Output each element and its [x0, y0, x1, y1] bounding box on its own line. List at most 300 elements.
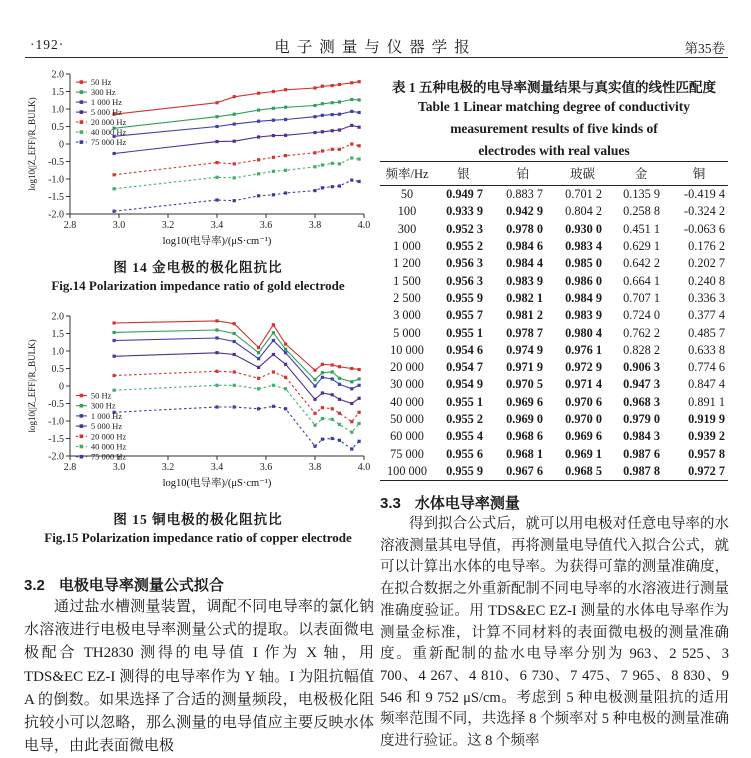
y-axis-label: log10(|Z_EFF|/R_BULK)	[27, 339, 37, 433]
series-marker	[350, 142, 353, 145]
table-cell-value: 0.969 6	[565, 429, 602, 444]
series-marker	[338, 148, 341, 151]
series-marker	[257, 135, 260, 138]
table-cell-frequency: 50 000	[390, 412, 424, 426]
table-cell-value: 0.986 0	[565, 273, 602, 288]
series-marker	[321, 102, 324, 105]
y-tick-label: 0	[59, 381, 64, 393]
y-tick-label: -1.0	[48, 416, 64, 428]
table-cell-value: 0.983 9	[506, 273, 543, 288]
legend-label: 20 000 Hz	[90, 117, 127, 128]
series-marker	[350, 420, 353, 423]
legend-marker	[80, 130, 84, 134]
table-cell-value: 0.919 9	[688, 412, 725, 426]
table-cell-frequency: 75 000	[390, 446, 424, 461]
y-tick-label: -2.0	[48, 209, 64, 221]
table-row	[380, 272, 728, 289]
series-marker	[350, 431, 353, 434]
table-cell-value: 0.701 2	[565, 187, 602, 202]
series-marker	[331, 363, 334, 366]
legend-marker	[80, 445, 84, 449]
table-cell-value: 0.952 3	[446, 221, 483, 236]
series-marker	[358, 126, 361, 129]
series-marker	[358, 368, 361, 371]
series-marker	[233, 140, 236, 143]
table-cell-value: 0.987 8	[623, 463, 660, 478]
series-marker	[215, 336, 218, 339]
series-marker	[358, 384, 361, 387]
legend-marker	[80, 110, 84, 114]
table-cell-value: 0.956 3	[446, 256, 483, 271]
legend-label: 50 Hz	[90, 77, 112, 88]
y-tick-label: -2.0	[48, 451, 64, 463]
section-3-2-title: 电极电导率测量公式拟合	[58, 577, 224, 594]
series-marker	[331, 377, 334, 380]
series-marker	[338, 365, 341, 368]
table-row	[380, 394, 728, 411]
y-tick-label: 1.5	[51, 329, 64, 340]
series-marker	[338, 377, 341, 380]
series-marker	[272, 405, 275, 408]
series-marker	[233, 370, 236, 373]
series-marker	[284, 118, 287, 121]
table-cell-value: 0.451 1	[623, 221, 660, 236]
table-cell-value: 0.883 7	[506, 187, 543, 202]
series-marker	[257, 109, 260, 112]
series-marker	[215, 101, 218, 104]
table-cell-value: 0.985 0	[565, 256, 602, 271]
table-row	[380, 203, 728, 220]
series-marker	[284, 363, 287, 366]
series-marker	[113, 321, 116, 324]
series-marker	[321, 114, 324, 117]
series-marker	[272, 156, 275, 159]
table-row	[380, 411, 728, 428]
table-cell-value: 0.956 3	[446, 273, 483, 288]
y-tick-label: -1.5	[48, 192, 64, 203]
table-cell-value: 0.642 2	[623, 256, 660, 271]
series-marker	[257, 158, 260, 161]
series-marker	[284, 342, 287, 345]
legend-label: 75 000 Hz	[90, 451, 127, 462]
legend-label: 75 000 Hz	[90, 137, 127, 148]
table-cell-value: -0.419 4	[684, 187, 725, 202]
table-cell-value: 0.724 0	[623, 308, 660, 323]
table-cell-value: 0.135 9	[623, 187, 660, 202]
series-marker	[233, 384, 236, 387]
series-marker	[233, 405, 236, 408]
table-cell-value: 0.891 1	[688, 394, 725, 409]
table-cell-value: 0.984 9	[565, 290, 602, 305]
x-tick-label: 4.0	[357, 462, 371, 473]
legend-marker	[80, 424, 84, 428]
series-marker	[358, 422, 361, 425]
legend-marker	[80, 414, 84, 418]
series-marker	[257, 92, 260, 95]
series-marker	[331, 148, 334, 151]
x-tick-label: 2.8	[63, 462, 77, 473]
series-marker	[313, 115, 316, 118]
legend-marker	[80, 80, 84, 84]
table-cell-frequency: 5 000	[393, 325, 421, 340]
legend-marker	[80, 140, 84, 144]
x-tick-label: 3.2	[161, 220, 175, 231]
series-marker	[350, 402, 353, 405]
table-cell-value: 0.972 7	[688, 463, 725, 478]
table-cell-value: 0.984 6	[506, 239, 543, 254]
table-cell-value: -0.063 6	[684, 221, 725, 236]
y-axis-label: log10(|Z_EFF|/R_BULK)	[27, 97, 37, 191]
series-marker	[257, 407, 260, 410]
legend-label: 1 000 Hz	[90, 410, 123, 421]
series-marker	[331, 393, 334, 396]
legend-marker	[80, 394, 84, 398]
x-axis-label: log10(电导率)/(μS·cm⁻¹)	[162, 236, 272, 247]
series-marker	[358, 377, 361, 380]
series-marker	[284, 387, 287, 390]
table-cell-frequency: 1 200	[393, 256, 421, 271]
series-marker	[113, 173, 116, 176]
table-col-header: 玻碳	[553, 162, 612, 186]
series-marker	[257, 387, 260, 390]
table-cell-value: 0.969 0	[506, 412, 543, 426]
series-marker	[215, 319, 218, 322]
table-cell-value: 0.847 4	[688, 377, 725, 392]
header-rule	[25, 57, 728, 58]
table-cell-value: 0.968 6	[506, 429, 543, 444]
legend-label: 300 Hz	[90, 87, 116, 98]
figure-15-caption-zh: 图 15 铜电极的极化阻抗比	[113, 512, 283, 527]
x-tick-label: 3.6	[259, 462, 273, 473]
table-cell-value: 0.955 6	[446, 446, 483, 461]
series-marker	[313, 398, 316, 401]
series-marker	[257, 377, 260, 380]
table-cell-frequency: 300	[397, 221, 417, 236]
table-cell-value: 0.485 7	[688, 325, 725, 340]
table-cell-value: 0.939 2	[688, 429, 725, 444]
table-cell-value: 0.258 8	[623, 204, 660, 219]
x-tick-label: 3.0	[112, 462, 126, 473]
series-marker	[338, 184, 341, 187]
series-marker	[321, 371, 324, 374]
series-marker	[338, 113, 341, 116]
series-marker	[215, 140, 218, 143]
table-cell-value: 0.979 0	[623, 412, 660, 426]
table-cell-value: 0.968 1	[506, 446, 543, 461]
section-3-3-number: 3.3	[380, 495, 401, 512]
series-marker	[358, 98, 361, 101]
table-1	[380, 161, 728, 481]
legend-label: 40 000 Hz	[90, 441, 127, 452]
table-row	[380, 342, 728, 359]
table-1-title-en-line1: Table 1 Linear matching degree of conductivity	[418, 99, 690, 114]
series-marker	[257, 172, 260, 175]
series-marker	[338, 412, 341, 415]
figure-14-caption-en: Fig.14 Polarization impedance ratio of gold electrode	[51, 278, 345, 293]
table-cell-frequency: 60 000	[390, 429, 424, 444]
series-marker	[284, 106, 287, 109]
series-line-40000Hz	[114, 158, 359, 189]
series-marker	[321, 406, 324, 409]
series-marker	[313, 151, 316, 154]
table-row	[380, 324, 728, 341]
series-line-5000Hz	[114, 125, 359, 153]
series-marker	[321, 186, 324, 189]
table-cell-frequency: 3 000	[393, 308, 421, 323]
series-marker	[233, 340, 236, 343]
series-marker	[272, 323, 275, 326]
series-marker	[338, 128, 341, 131]
table-cell-value: 0.971 4	[565, 377, 602, 392]
x-tick-label: 3.8	[308, 462, 322, 473]
table-cell-value: 0.955 1	[446, 394, 483, 409]
series-marker	[272, 90, 275, 93]
y-tick-label: -1.0	[48, 174, 64, 186]
legend-label: 50 Hz	[90, 390, 112, 401]
table-cell-value: 0.930 0	[565, 221, 602, 236]
series-marker	[350, 367, 353, 370]
series-marker	[257, 120, 260, 123]
series-marker	[338, 439, 341, 442]
series-marker	[272, 370, 275, 373]
table-cell-value: 0.633 8	[688, 342, 725, 357]
legend-marker	[80, 100, 84, 104]
legend-marker	[80, 435, 84, 439]
table-cell-value: 0.984 3	[623, 429, 660, 444]
legend-label: 300 Hz	[90, 400, 116, 411]
series-marker	[358, 397, 361, 400]
series-line-20000Hz	[114, 144, 359, 175]
x-tick-label: 3.2	[161, 462, 175, 473]
figure-15-caption-en: Fig.15 Polarization impedance ratio of copper electrode	[44, 530, 352, 545]
table-cell-value: 0.987 6	[623, 446, 660, 461]
table-cell-value: 0.982 1	[506, 290, 543, 305]
legend-label: 20 000 Hz	[90, 431, 127, 442]
series-marker	[321, 149, 324, 152]
table-row	[380, 376, 728, 393]
series-marker	[272, 384, 275, 387]
series-marker	[350, 380, 353, 383]
series-marker	[215, 161, 218, 164]
series-marker	[215, 125, 218, 128]
table-cell-value: 0.981 2	[506, 308, 543, 323]
series-marker	[331, 129, 334, 132]
series-marker	[113, 339, 116, 342]
table-cell-frequency: 10 000	[390, 342, 424, 357]
page-number: ·192·	[30, 37, 65, 52]
series-marker	[313, 86, 316, 89]
table-cell-value: 0.969 1	[565, 446, 602, 461]
series-marker	[113, 210, 116, 213]
table-cell-value: 0.970 5	[506, 377, 543, 392]
section-3-2-paragraph: 通过盐水槽测量装置，调配不同电导率的氯化钠水溶液进行电极电导率测量公式的提取。以表面微电极配合 TH2830 测得的电导值 I 作为 X 轴，用 TDS&EC EZ-I 测得的电导率作为 Y 轴。I 为阻抗幅值 A 的倒数。如果选择了合适的测量频段，电极极化阻抗较小可以忽略，那么测量的电导值应主要反映水体电导，由此表面微电极	[24, 599, 374, 755]
series-marker	[331, 370, 334, 373]
section-3-2-number: 3.2	[24, 577, 45, 594]
series-marker	[257, 366, 260, 369]
series-marker	[313, 104, 316, 107]
series-marker	[358, 144, 361, 147]
table-cell-value: 0.955 9	[446, 290, 483, 305]
table-cell-value: 0.984 4	[506, 256, 543, 271]
series-marker	[321, 391, 324, 394]
table-row	[380, 238, 728, 255]
series-marker	[350, 98, 353, 101]
table-cell-value: 0.762 2	[623, 325, 660, 340]
series-marker	[321, 438, 324, 441]
series-marker	[313, 369, 316, 372]
x-tick-label: 4.0	[357, 220, 371, 231]
table-cell-frequency: 100 000	[387, 463, 427, 478]
series-marker	[321, 163, 324, 166]
table-cell-value: 0.954 9	[446, 377, 483, 392]
series-marker	[284, 351, 287, 354]
table-col-header: 铜	[670, 162, 728, 186]
series-marker	[215, 370, 218, 373]
series-marker	[331, 162, 334, 165]
y-tick-label: 1.0	[51, 104, 64, 116]
series-marker	[350, 81, 353, 84]
table-cell-frequency: 100	[397, 204, 417, 219]
series-marker	[338, 398, 341, 401]
table-cell-value: 0.980 4	[565, 325, 602, 340]
y-tick-label: -1.5	[48, 434, 64, 445]
series-marker	[215, 328, 218, 331]
series-marker	[358, 180, 361, 183]
series-marker	[331, 437, 334, 440]
series-marker	[358, 158, 361, 161]
y-tick-label: 2.0	[51, 311, 64, 323]
table-cell-value: 0.974 9	[506, 342, 543, 357]
series-marker	[350, 179, 353, 182]
series-marker	[113, 152, 116, 155]
series-marker	[313, 384, 316, 387]
series-marker	[331, 101, 334, 104]
table-cell-frequency: 30 000	[390, 377, 424, 392]
y-tick-label: -0.5	[48, 399, 64, 410]
series-marker	[257, 194, 260, 197]
table-cell-value: 0.970 0	[565, 412, 602, 426]
table-cell-value: 0.949 7	[446, 187, 483, 202]
journal-title: 电子测量与仪器学报	[274, 39, 477, 56]
x-axis-label: log10(电导率)/(μS·cm⁻¹)	[162, 478, 272, 489]
series-marker	[321, 85, 324, 88]
series-marker	[113, 355, 116, 358]
table-cell-value: 0.933 9	[446, 204, 483, 219]
series-marker	[233, 332, 236, 335]
series-marker	[233, 123, 236, 126]
table-cell-value: 0.664 1	[623, 273, 660, 288]
series-marker	[257, 346, 260, 349]
table-row	[380, 221, 728, 238]
series-marker	[113, 331, 116, 334]
legend-label: 5 000 Hz	[90, 421, 123, 432]
y-tick-label: 0.5	[51, 122, 64, 133]
table-col-header: 金	[612, 162, 670, 186]
series-marker	[272, 339, 275, 342]
legend-marker	[80, 455, 84, 459]
series-marker	[284, 348, 287, 351]
table-row	[380, 290, 728, 307]
series-marker	[215, 351, 218, 354]
series-marker	[338, 162, 341, 165]
y-tick-label: 2.0	[51, 69, 64, 81]
series-marker	[233, 199, 236, 202]
table-cell-value: 0.774 6	[688, 360, 725, 375]
table-cell-value: 0.804 2	[565, 204, 602, 219]
series-marker	[113, 187, 116, 190]
table-cell-value: 0.955 7	[446, 308, 483, 323]
table-col-header: 频率/Hz	[380, 162, 434, 186]
table-cell-value: 0.707 1	[623, 290, 660, 305]
series-marker	[284, 134, 287, 137]
table-1-title-en-line2: measurement results of five kinds of	[450, 121, 658, 136]
series-marker	[257, 351, 260, 354]
table-row	[380, 307, 728, 324]
series-marker	[331, 113, 334, 116]
table-cell-value: 0.942 9	[506, 204, 543, 219]
series-marker	[113, 374, 116, 377]
series-marker	[215, 115, 218, 118]
series-marker	[338, 383, 341, 386]
series-marker	[321, 417, 324, 420]
table-cell-value: 0.336 3	[688, 290, 725, 305]
series-marker	[313, 412, 316, 415]
series-marker	[272, 134, 275, 137]
legend-marker	[80, 90, 84, 94]
table-cell-value: 0.978 7	[506, 325, 543, 340]
series-marker	[272, 119, 275, 122]
table-cell-value: -0.324 2	[684, 204, 725, 219]
series-marker	[233, 176, 236, 179]
table-cell-value: 0.968 5	[565, 463, 602, 478]
x-tick-label: 2.8	[63, 220, 77, 231]
legend-marker	[80, 404, 84, 408]
series-marker	[272, 107, 275, 110]
y-tick-label: 1.5	[51, 87, 64, 98]
series-marker	[284, 407, 287, 410]
series-marker	[233, 113, 236, 116]
series-marker	[350, 447, 353, 450]
section-3-3-heading	[380, 492, 520, 513]
series-marker	[215, 198, 218, 201]
table-cell-value: 0.955 4	[446, 429, 483, 444]
table-cell-frequency: 40 000	[390, 394, 424, 409]
table-cell-value: 0.968 3	[623, 394, 660, 409]
series-marker	[358, 111, 361, 114]
table-cell-value: 0.828 2	[623, 342, 660, 357]
x-tick-label: 3.4	[210, 220, 224, 231]
series-marker	[272, 193, 275, 196]
section-3-3-title: 水体电导率测量	[414, 495, 520, 512]
series-marker	[331, 185, 334, 188]
legend-label: 1 000 Hz	[90, 97, 123, 108]
table-cell-value: 0.954 6	[446, 342, 483, 357]
table-cell-value: 0.971 9	[506, 360, 543, 375]
series-marker	[331, 84, 334, 87]
line-chart-svg	[24, 308, 372, 504]
table-row	[380, 428, 728, 445]
series-marker	[350, 156, 353, 159]
volume-label: 第35卷	[684, 41, 725, 56]
figure-14-chart	[24, 66, 372, 262]
section-3-3-paragraph: 得到拟合公式后，就可以用电极对任意电导率的水溶液测量其电导值，再将测量电导值代入拟合公式，就可以计算出水体的电导率。为获得可靠的测量准确度，在拟合数据之外重新配制不同电导率的水溶液进行测量准确度验证。用 TDS&EC EZ-I 测量的水体电导率作为测量金标准，计算不同材料的表面微电极的测量准确度。重新配制的盐水电导率分别为 963、2 525、3 700、4 267、4 810、6 730、7 475、7 965、8 830、9 546 和 9 752 μS/cm。考虑到 5 种电极测量阻抗的适用频率范围不同，共选择 8 个频率对 5 种电极的测量准确度进行验证。这 8 个频率	[380, 516, 729, 750]
table-cell-value: 0.955 1	[446, 325, 483, 340]
series-marker	[350, 124, 353, 127]
x-tick-label: 3.0	[112, 220, 126, 231]
table-cell-value: 0.906 3	[623, 360, 660, 375]
table-cell-value: 0.972 9	[565, 360, 602, 375]
table-header-row	[380, 162, 728, 186]
